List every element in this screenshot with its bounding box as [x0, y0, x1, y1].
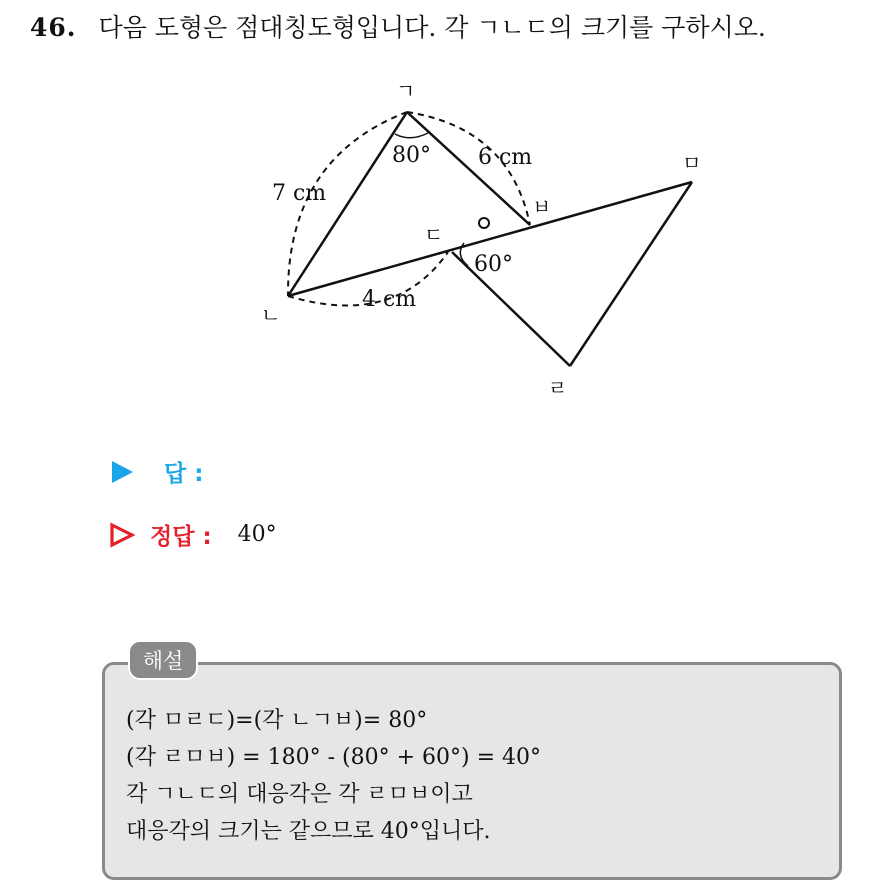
answer-label: 답 :	[164, 461, 204, 487]
edge-r-m	[570, 182, 692, 366]
explanation-line: 각 ㄱㄴㄷ의 대응각은 각 ㄹㅁㅂ이고	[126, 782, 473, 807]
question-text: 다음 도형은 점대칭도형입니다. 각 ㄱㄴㄷ의 크기를 구하시오.	[98, 13, 766, 42]
explanation-tab: 해설	[128, 640, 198, 680]
explanation-text	[126, 702, 541, 850]
side-label-left: 7 cm	[272, 181, 327, 206]
side-label-bottom: 4 cm	[362, 287, 417, 312]
explanation-line: (각 ㅁㄹㄷ)=(각 ㄴㄱㅂ)= 80°	[126, 708, 428, 733]
outline-arrow-icon	[108, 521, 136, 549]
edge-n-m	[288, 182, 692, 296]
correct-answer-label: 정답 :	[150, 524, 212, 550]
correct-answer-row	[108, 518, 277, 551]
vertex-label-n: ㄴ	[261, 303, 281, 327]
vertex-label-r: ㄹ	[548, 376, 568, 400]
angle-label-top: 80°	[392, 143, 431, 168]
vertex-label-d: ㄷ	[424, 223, 444, 247]
vertex-label-m: ㅁ	[682, 151, 702, 175]
vertex-label-g: ㄱ	[396, 79, 416, 103]
correct-answer-value: 40°	[237, 522, 277, 547]
center-point	[479, 218, 489, 228]
explanation-line: (각 ㄹㅁㅂ) = 180° - (80° + 60°) = 40°	[126, 745, 541, 770]
explanation-line: 대응각의 크기는 같으므로 40°입니다.	[126, 819, 491, 844]
angle-arc-top	[395, 133, 428, 138]
question-number: 46.	[30, 13, 77, 42]
side-label-top: 6 cm	[478, 145, 533, 170]
play-arrow-icon	[108, 458, 136, 486]
angle-label-center: 60°	[474, 252, 513, 277]
answer-row	[108, 455, 229, 488]
vertex-label-b: ㅂ	[532, 195, 552, 219]
